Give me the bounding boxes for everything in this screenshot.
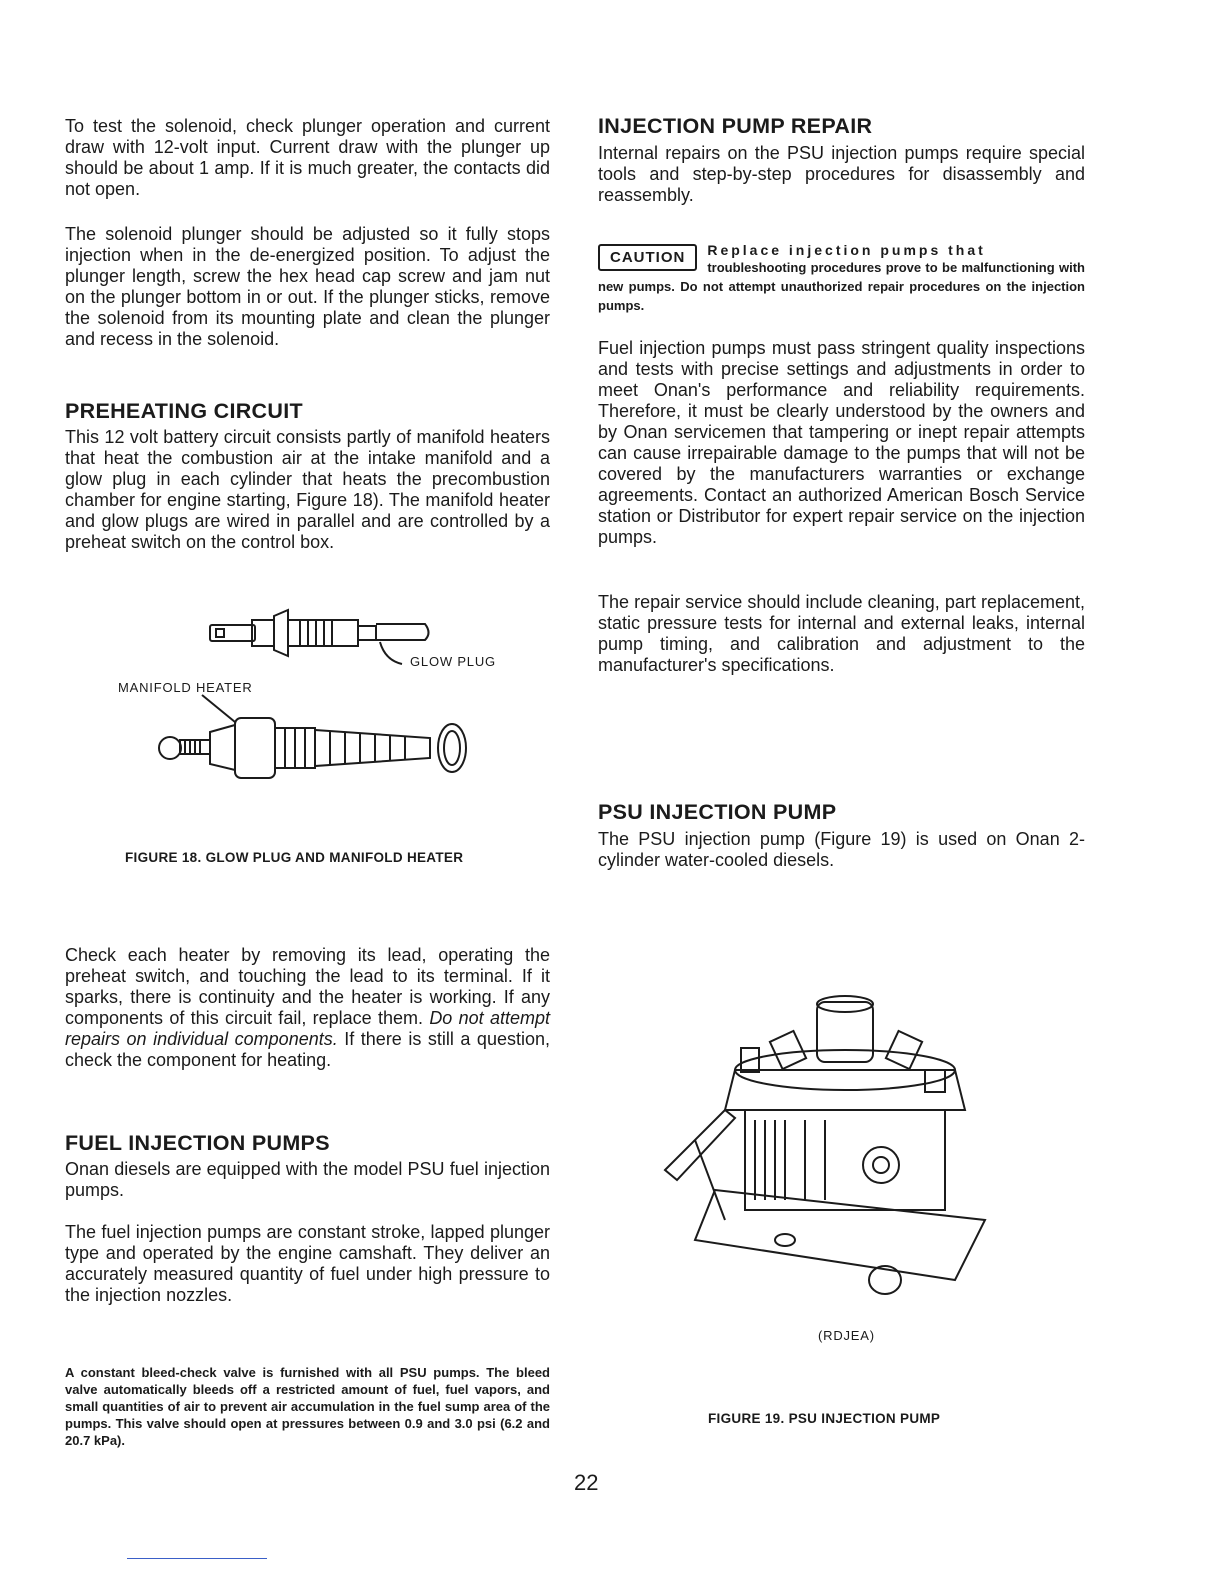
page-number: 22 xyxy=(574,1470,599,1495)
figure-19-caption: FIGURE 19. PSU INJECTION PUMP xyxy=(708,1411,941,1426)
caution-text: troubleshooting procedures prove to be malfunctioning with new pumps. Do not attempt unauthorized repair procedures on the injection pumps. xyxy=(598,260,1085,313)
fuel-injection-text-1: Onan diesels are equipped with the model PSU fuel injection pumps. xyxy=(65,1159,550,1200)
solenoid-adjust-paragraph xyxy=(65,224,550,350)
figure-18-illustration xyxy=(140,600,500,790)
glow-plug-drawing xyxy=(210,610,429,664)
psu-pump-section xyxy=(598,800,1085,871)
injection-pump-repair-section xyxy=(598,114,1085,206)
caution-block xyxy=(598,242,1085,315)
solenoid-test-paragraph xyxy=(65,116,550,200)
injection-pump-repair-heading: INJECTION PUMP REPAIR xyxy=(598,114,873,138)
solenoid-adjust-text: The solenoid plunger should be adjusted so it fully stops injection when in the de-energized position. To adjust the plunger length, screw the hex head cap screw and jam nut on the plunger bottom in or out. If the plunger sticks, remove the solenoid from its mounting plate and clean the plunger and recess in the solenoid. xyxy=(65,224,550,349)
manifold-heater-drawing xyxy=(159,695,466,778)
injection-pump-repair-text: Internal repairs on the PSU injection pumps require special tools and step-by-step procedures for disassembly and reassembly. xyxy=(598,143,1085,205)
glow-plug-label: GLOW PLUG xyxy=(410,654,496,669)
figure-19-pump-illustration xyxy=(655,990,995,1300)
fuel-injection-text-2: The fuel injection pumps are constant stroke, lapped plunger type and operated by the engine camshaft. They deliver an accurately measured quantity of fuel under high pressure to the injection nozzles. xyxy=(65,1222,550,1305)
check-heater-main: Check each heater by removing its lead, operating the preheat switch, and touching the lead to its terminal. If it sparks, there is continuity and the heater is working. If any components of this circuit fail, replace them. xyxy=(65,945,550,1028)
solenoid-test-text: To test the solenoid, check plunger operation and current draw with 12-volt input. Current draw with the plunger up should be about 1 amp. If it is much greater, the contacts did not open. xyxy=(65,116,550,199)
check-heater-warning: Do not attempt repairs on individual components. xyxy=(65,1008,550,1049)
quality-text: Fuel injection pumps must pass stringent quality inspections and tests with precise settings and adjustments in order to meet Onan's performance and reliability requirements. Therefore, it must be clearly understood by the owners and by Onan servicemen that tampering or inept repair attempts can cause irrepairable damage to the pumps that will not be covered by the manufacturers warranties or exchange agreements. Contact an authorized American Bosch Service station or Distributor for expert repair service on the injection pumps. xyxy=(598,338,1085,547)
caution-heading: Replace injection pumps that xyxy=(707,242,986,258)
bottom-rule xyxy=(127,1558,267,1559)
figure-19-code: (RDJEA) xyxy=(818,1328,875,1343)
fuel-injection-section xyxy=(65,1131,550,1306)
manifold-heater-label: MANIFOLD HEATER xyxy=(118,680,253,695)
caution-badge: CAUTION xyxy=(598,244,697,271)
fuel-injection-heading: FUEL INJECTION PUMPS xyxy=(65,1131,330,1155)
psu-pump-heading: PSU INJECTION PUMP xyxy=(598,800,837,824)
figure-18-caption: FIGURE 18. GLOW PLUG AND MANIFOLD HEATER xyxy=(125,850,464,865)
preheating-section xyxy=(65,399,550,553)
psu-pump-text: The PSU injection pump (Figure 19) is used on Onan 2-cylinder water-cooled diesels. xyxy=(598,829,1085,870)
check-heater-paragraph xyxy=(65,945,550,1071)
bleed-valve-text: A constant bleed-check valve is furnished with all PSU pumps. The bleed valve automatically bleeds off a restricted amount of fuel, fuel vapors, and small quantities of air to prevent air accumulation in the fuel sump area of the pumps. This valve should open at pressures between 0.9 and 3.0 psi (6.2 and 20.7 kPa). xyxy=(65,1365,550,1448)
repair-service-text: The repair service should include cleaning, part replacement, static pressure tests for internal and external leaks, internal pump timing, and calibration and adjustment to the manufacturer's specifications. xyxy=(598,592,1085,675)
repair-service-paragraph xyxy=(598,592,1085,676)
preheating-heading: PREHEATING CIRCUIT xyxy=(65,399,303,423)
quality-paragraph xyxy=(598,338,1085,548)
preheating-text: This 12 volt battery circuit consists partly of manifold heaters that heat the combustion air at the intake manifold and a glow plug in each cylinder that heats the precombustion chamber for engine starting, Figure 18). The manifold heater and glow plugs are wired in parallel and are controlled by a preheat switch on the control box. xyxy=(65,427,550,552)
check-heater-text xyxy=(65,945,550,1071)
check-heater-end: If there is still a question, check the component for heating. xyxy=(65,1029,550,1070)
bleed-valve-note xyxy=(65,1364,550,1449)
